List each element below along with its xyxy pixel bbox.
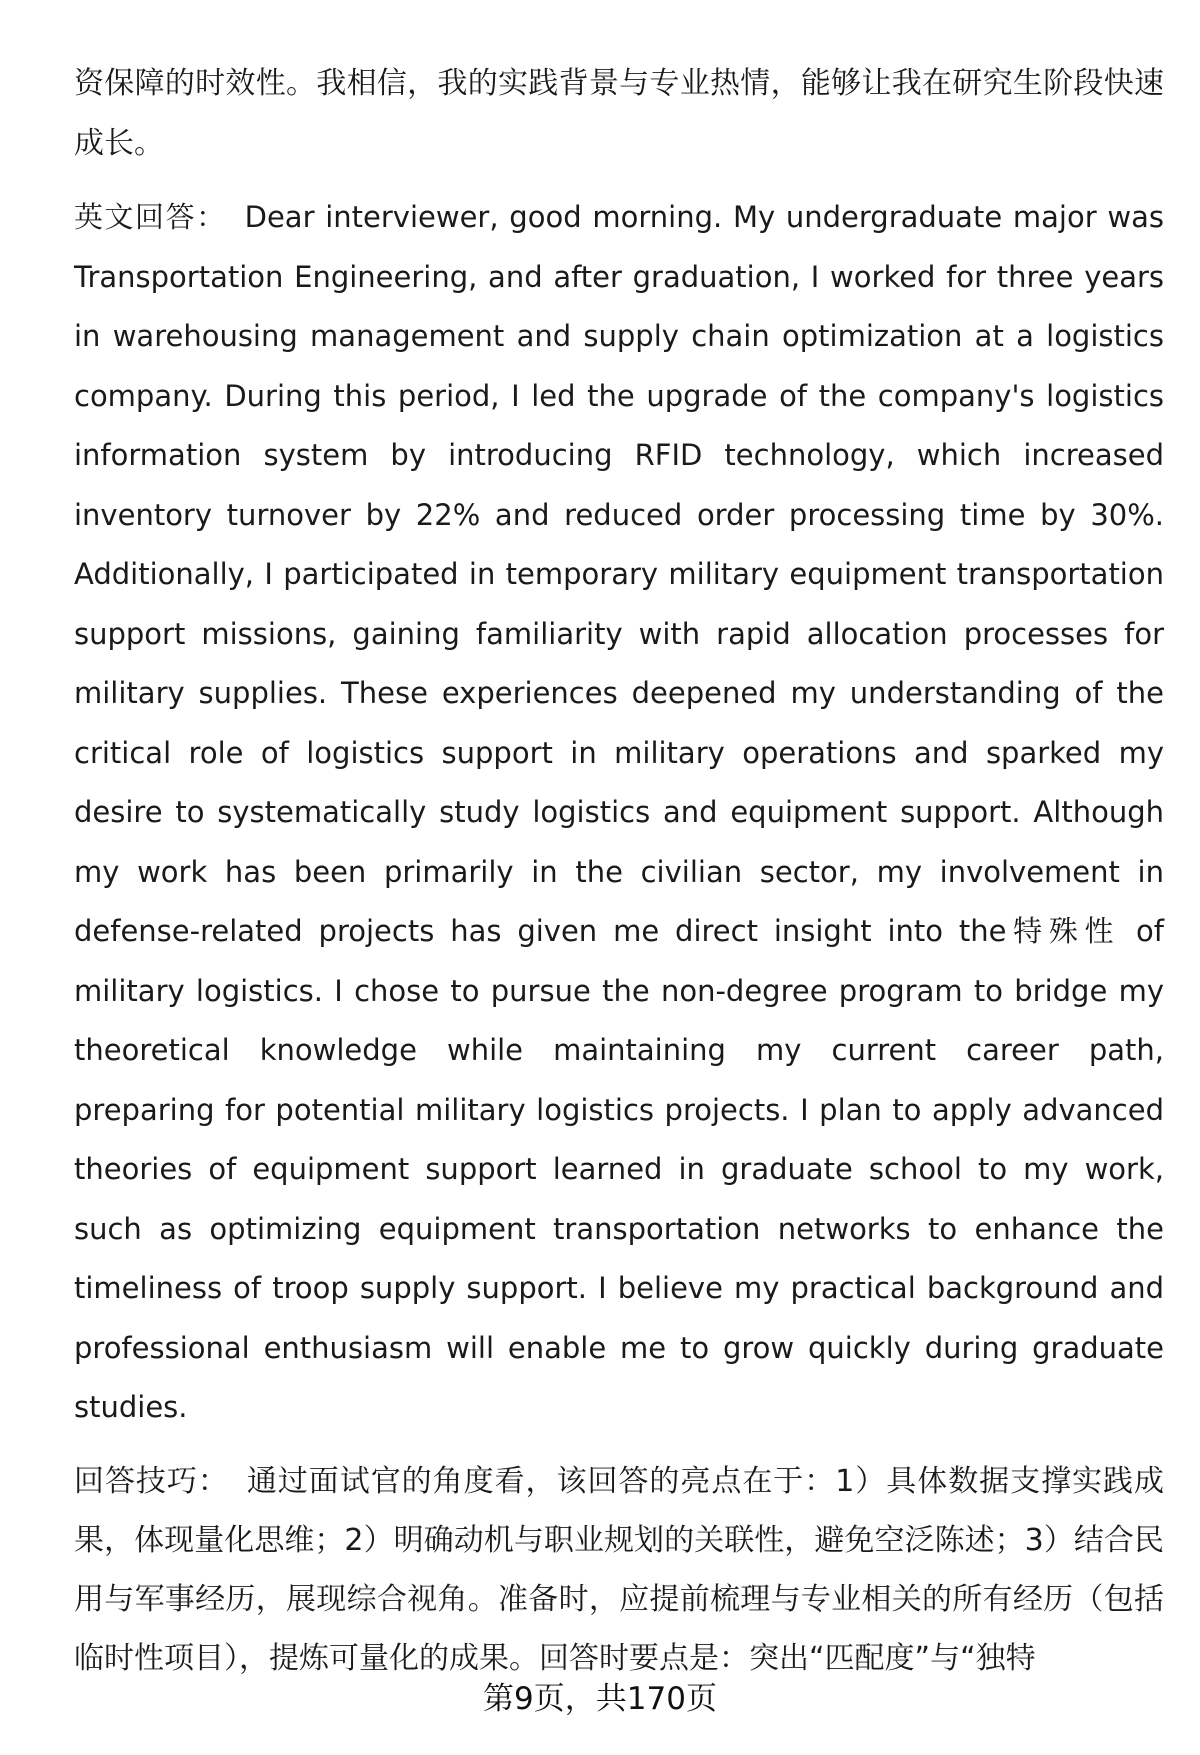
page-content [74,54,1164,1688]
english-answer-text: Dear interviewer, good morning. My undergraduate major was Transportation Engineering, and after graduation, I worked for three years in warehousing management and supply chain optimization at a logistics company. During this period, I led the upgrade of the company's logistics information system by introducing RFID technology, which increased inventory turnover by 22% and reduced order processing time by 30%. Additionally, I participated in temporary military equipment transportation support missions, gaining familiarity with rapid allocation processes for military supplies. These experiences deepened my understanding of the critical role of logistics support in military operations and sparked my desire to systematically study logistics and equipment support. Although my work has been primarily in the civilian sector, my involvement in defense-related projects has given me direct insight into the特殊性 of military logistics. I chose to pursue the non-degree program to bridge my theoretical knowledge while maintaining my current career path, preparing for potential military logistics projects. I plan to apply advanced theories of equipment support learned in graduate school to my work, such as optimizing equipment transportation networks to enhance the timeliness of troop supply support. I believe my practical background and professional enthusiasm will enable me to grow quickly during graduate studies. [74,200,1164,1424]
page-number: 第9页，共170页 [483,1681,717,1717]
english-answer-label: 英文回答： [74,200,227,234]
continuation-paragraph [74,54,1164,174]
continuation-text: 资保障的时效性。我相信，我的实践背景与专业热情，能够让我在研究生阶段快速成长。 [74,66,1164,161]
answer-tips-label: 回答技巧： [74,1463,229,1499]
answer-tips-text: 通过面试官的角度看，该回答的亮点在于：1）具体数据支撑实践成果，体现量化思维；2）明确动机与职业规划的关联性，避免空泛陈述；3）结合民用与军事经历，展现综合视角。准备时，应提前梳理与专业相关的所有经历（包括临时性项目），提炼可量化的成果。回答时要点是：突出“匹配度”与“独特 [74,1463,1164,1676]
english-answer-paragraph [74,188,1164,1438]
answer-tips-paragraph [74,1452,1164,1688]
